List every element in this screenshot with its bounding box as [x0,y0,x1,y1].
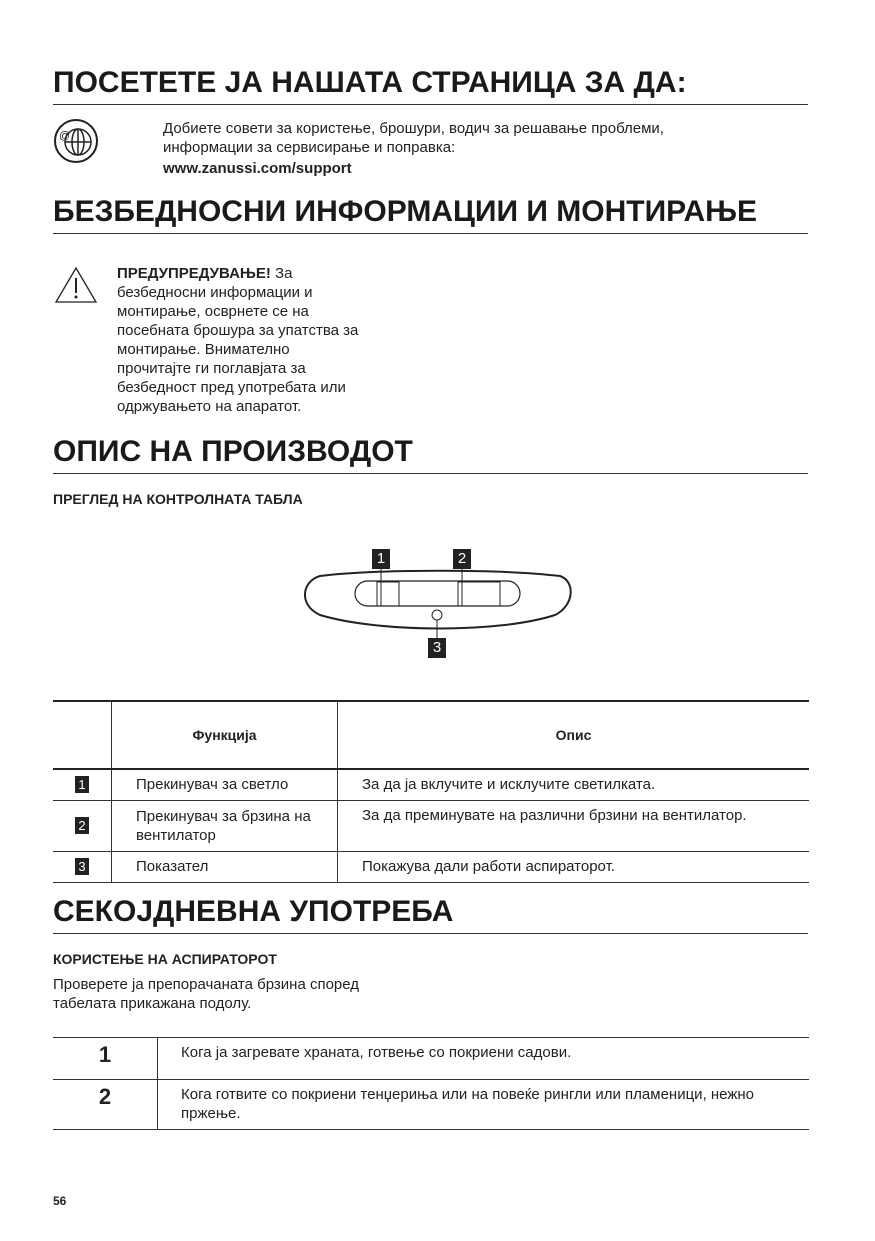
warning-line: монтирање. Внимателно [117,341,290,358]
warning-line: посебната брошура за упатства за [117,322,359,339]
paragraph-line: Проверете ја препорачаната брзина според [53,976,360,993]
diagram-label-1: 1 [372,549,390,569]
warning-line: монтирање, осврнете се на [117,303,309,320]
support-link[interactable]: www.zanussi.com/support [163,160,352,177]
speed-number: 2 [53,1080,158,1130]
globe-web-icon [53,118,99,164]
heading-daily-use: СЕКОЈДНЕВНА УПОТРЕБА [53,895,454,928]
row-number-badge: 2 [75,817,89,834]
table-row [53,769,809,800]
header-description: Опис [338,701,810,769]
table-row [53,800,809,851]
warning-line: прочитајте ги поглавјата за [117,360,306,377]
header-function: Функција [112,701,338,769]
warning-line: безбедносни информации и [117,284,313,301]
heading-visit: ПОСЕТЕТЕ ЈА НАШАТА СТРАНИЦА ЗА ДА: [53,66,687,99]
table-row [53,1038,809,1080]
visit-line: Добиете совети за користење, брошури, водич за решавање проблеми, [163,120,664,137]
svg-text:@: @ [59,130,71,142]
diagram-label-3: 3 [428,638,446,658]
diagram-label-2: 2 [453,549,471,569]
paragraph-line: табелата прикажана подолу. [53,995,252,1012]
warning-triangle-icon [54,266,98,304]
visit-line: информации за сервисирање и поправка: [163,139,456,156]
control-panel-table [53,700,809,883]
table-row [53,851,809,882]
table-row [53,1080,809,1130]
divider [53,233,808,234]
subheading-using-hood: КОРИСТЕЊЕ НА АСПИРАТОРОТ [53,951,277,967]
row-description: Покажува дали работи аспираторот. [338,851,810,882]
divider [53,473,808,474]
row-function: Прекинувач за брзина на вентилатор [112,800,338,851]
warning-text [117,264,358,416]
row-description: За да ја вклучите и исклучите светилката. [338,769,810,800]
divider [53,104,808,105]
warning-line: За [270,265,293,282]
row-description: За да преминувате на различни брзини на вентилатор. [338,800,810,851]
heading-product: ОПИС НА ПРОИЗВОДОТ [53,435,413,468]
speed-description: Кога ја загревате храната, готвење со покриени садови. [181,1044,572,1061]
usage-paragraph [53,975,359,1013]
speed-number: 1 [53,1038,158,1080]
row-number-badge: 3 [75,858,89,875]
warning-line: одржувањето на апаратот. [117,398,302,415]
warning-label: ПРЕДУПРЕДУВАЊЕ! [117,265,271,282]
subheading-control-panel: ПРЕГЛЕД НА КОНТРОЛНАТА ТАБЛА [53,491,303,507]
visit-text [163,119,664,178]
row-function: Прекинувач за светло [112,769,338,800]
speed-description: Кога готвите со покриени тенџериња или на повеќе рингли или пламеници, нежно пржење. [181,1086,755,1122]
table-header-row [53,701,809,769]
row-function: Показател [112,851,338,882]
row-number-badge: 1 [75,776,89,793]
page-number: 56 [53,1194,67,1208]
control-panel-diagram [300,545,575,665]
divider [53,933,808,934]
warning-line: безбедност пред употребата или [117,379,346,396]
heading-safety: БЕЗБЕДНОСНИ ИНФОРМАЦИИ И МОНТИРАЊЕ [53,195,758,228]
speed-table [53,1037,809,1130]
header-number [53,701,112,769]
